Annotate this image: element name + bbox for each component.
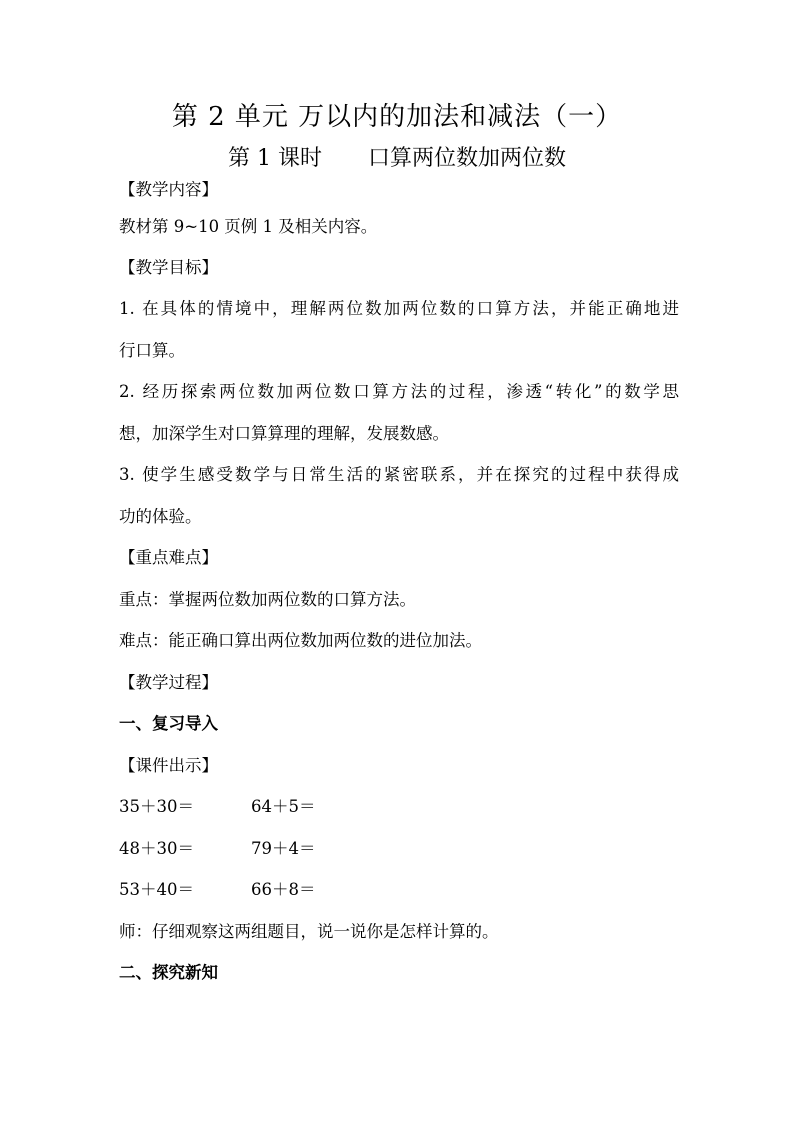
- content-heading: 【教学内容】: [119, 180, 218, 199]
- exercise-left: 48＋30＝: [119, 839, 194, 858]
- difficult-point: 难点：能正确口算出两位数加两位数的进位加法。: [119, 631, 482, 650]
- goal-3-line-2: 功的体验。: [119, 507, 202, 526]
- goal-1-line-1: 1. 在具体的情境中，理解两位数加两位数的口算方法，并能正确地进: [119, 299, 679, 318]
- part-2-heading: 二、探究新知: [119, 963, 218, 982]
- exercise-right: 64＋5＝: [251, 797, 316, 816]
- goal-3-line-1: 3. 使学生感受数学与日常生活的紧密联系，并在探究的过程中获得成: [119, 465, 679, 484]
- teacher-prompt: 师：仔细观察这两组题目，说一说你是怎样计算的。: [119, 922, 499, 941]
- unit-title: 第 2 单元 万以内的加法和减法（一）: [171, 102, 623, 132]
- goal-2-line-2: 想，加深学生对口算算理的理解，发展数感。: [119, 424, 449, 443]
- exercise-left: 35＋30＝: [119, 797, 194, 816]
- process-heading: 【教学过程】: [119, 673, 218, 692]
- lesson-subtitle: [0, 143, 794, 175]
- exercise-left: 53＋40＝: [119, 880, 194, 899]
- part-1-heading: 一、复习导入: [119, 714, 218, 733]
- lesson-number: 第 1 课时: [228, 146, 322, 171]
- goals-heading: 【教学目标】: [119, 258, 218, 277]
- key-point: 重点：掌握两位数加两位数的口算方法。: [119, 590, 416, 609]
- goal-1-line-2: 行口算。: [119, 341, 185, 360]
- key-heading: 【重点难点】: [119, 548, 218, 567]
- content-text: 教材第 9~10 页例 1 及相关内容。: [119, 217, 378, 236]
- goal-2-line-1: 2. 经历探索两位数加两位数口算方法的过程，渗透“转化”的数学思: [119, 382, 679, 401]
- lesson-topic: 口算两位数加两位数: [367, 146, 566, 171]
- courseware-heading: 【课件出示】: [119, 756, 218, 775]
- exercise-right: 79＋4＝: [251, 839, 316, 858]
- exercise-right: 66＋8＝: [251, 880, 316, 899]
